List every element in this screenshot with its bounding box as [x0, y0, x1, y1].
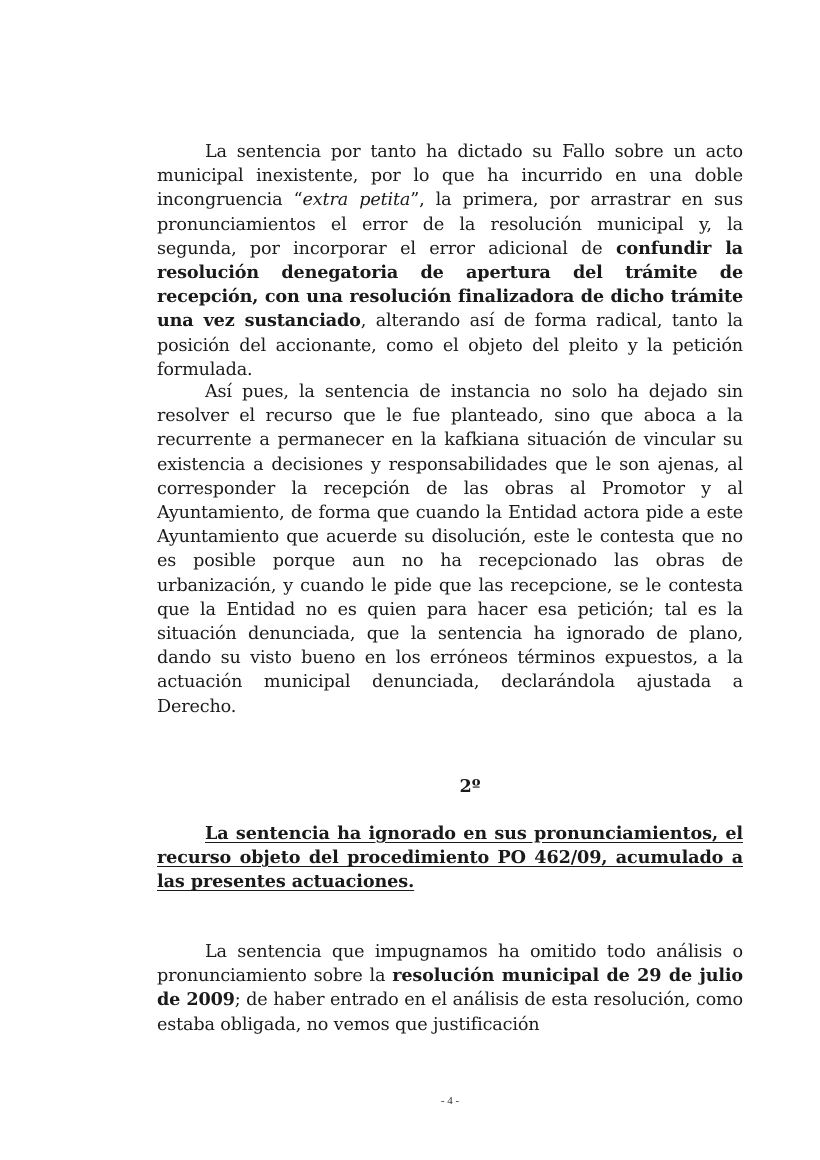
paragraph-1-text-b: ”, la primera, por arrastrar en sus pronunciamientos el error de la resolución municipal y, la segunda, por incorporar el error adicional de: [157, 190, 743, 259]
paragraph-1-text-a: La sentencia por tanto ha dictado su Fallo sobre un acto municipal inexistente, por lo que ha incurrido en una doble incongruencia “: [157, 142, 743, 211]
paragraph-resolucion-municipal: [157, 940, 743, 1037]
section-heading: La sentencia ha ignorado en sus pronunciamientos, el recurso objeto del procedimiento PO 462/09, acumulado a las presentes actuaciones.: [157, 823, 743, 893]
section-number: 2º: [459, 776, 481, 797]
paragraph-3-text-a: La sentencia que impugnamos ha omitido todo análisis o pronunciamiento sobre la: [157, 942, 743, 987]
paragraph-3-bold-resolution-date: resolución municipal de 29 de julio de 2009: [157, 965, 743, 1011]
page-number: - 4 -: [440, 1095, 460, 1107]
paragraph-fallo-incongruencia: [157, 140, 743, 382]
paragraph-1-text-c: , alterando así de forma radical, tanto la posición del accionante, como el objeto del pleito y la petición formulada.: [157, 311, 744, 380]
paragraph-1-bold-emphasis: confundir la resolución denegatoria de apertura del trámite de recepción, con una resolución finalizadora de dicho trámite una vez sustanciado: [157, 237, 743, 332]
paragraph-3-text-b: ; de haber entrado en el análisis de esta resolución, como estaba obligada, no vemos que justificación: [157, 990, 743, 1035]
paragraph-1-italic-extra-petita: extra petita: [302, 190, 411, 211]
paragraph-kafkiana-situacion: Así pues, la sentencia de instancia no solo ha dejado sin resolver el recurso que le fue planteado, sino que aboca a la recurrente a permanecer en la kafkiana situación de vincular su existencia a decisiones y responsabilidades que le son ajenas, al corresponder la recepción de las obras al Promotor y al Ayuntamiento, de forma que cuando la Entidad actora pide a este Ayuntamiento que acuerde su disolución, este le contesta que no es posible porque aun no ha recepcionado las obras de urbanización, y cuando le pide que las recepcione, se le contesta que la Entidad no es quien para hacer esa petición; tal es la situación denunciada, que la sentencia ha ignorado de plano, dando su visto bueno en los erróneos términos expuestos, a la actuación municipal denunciada, declarándola ajustada a Derecho.: [157, 382, 743, 717]
